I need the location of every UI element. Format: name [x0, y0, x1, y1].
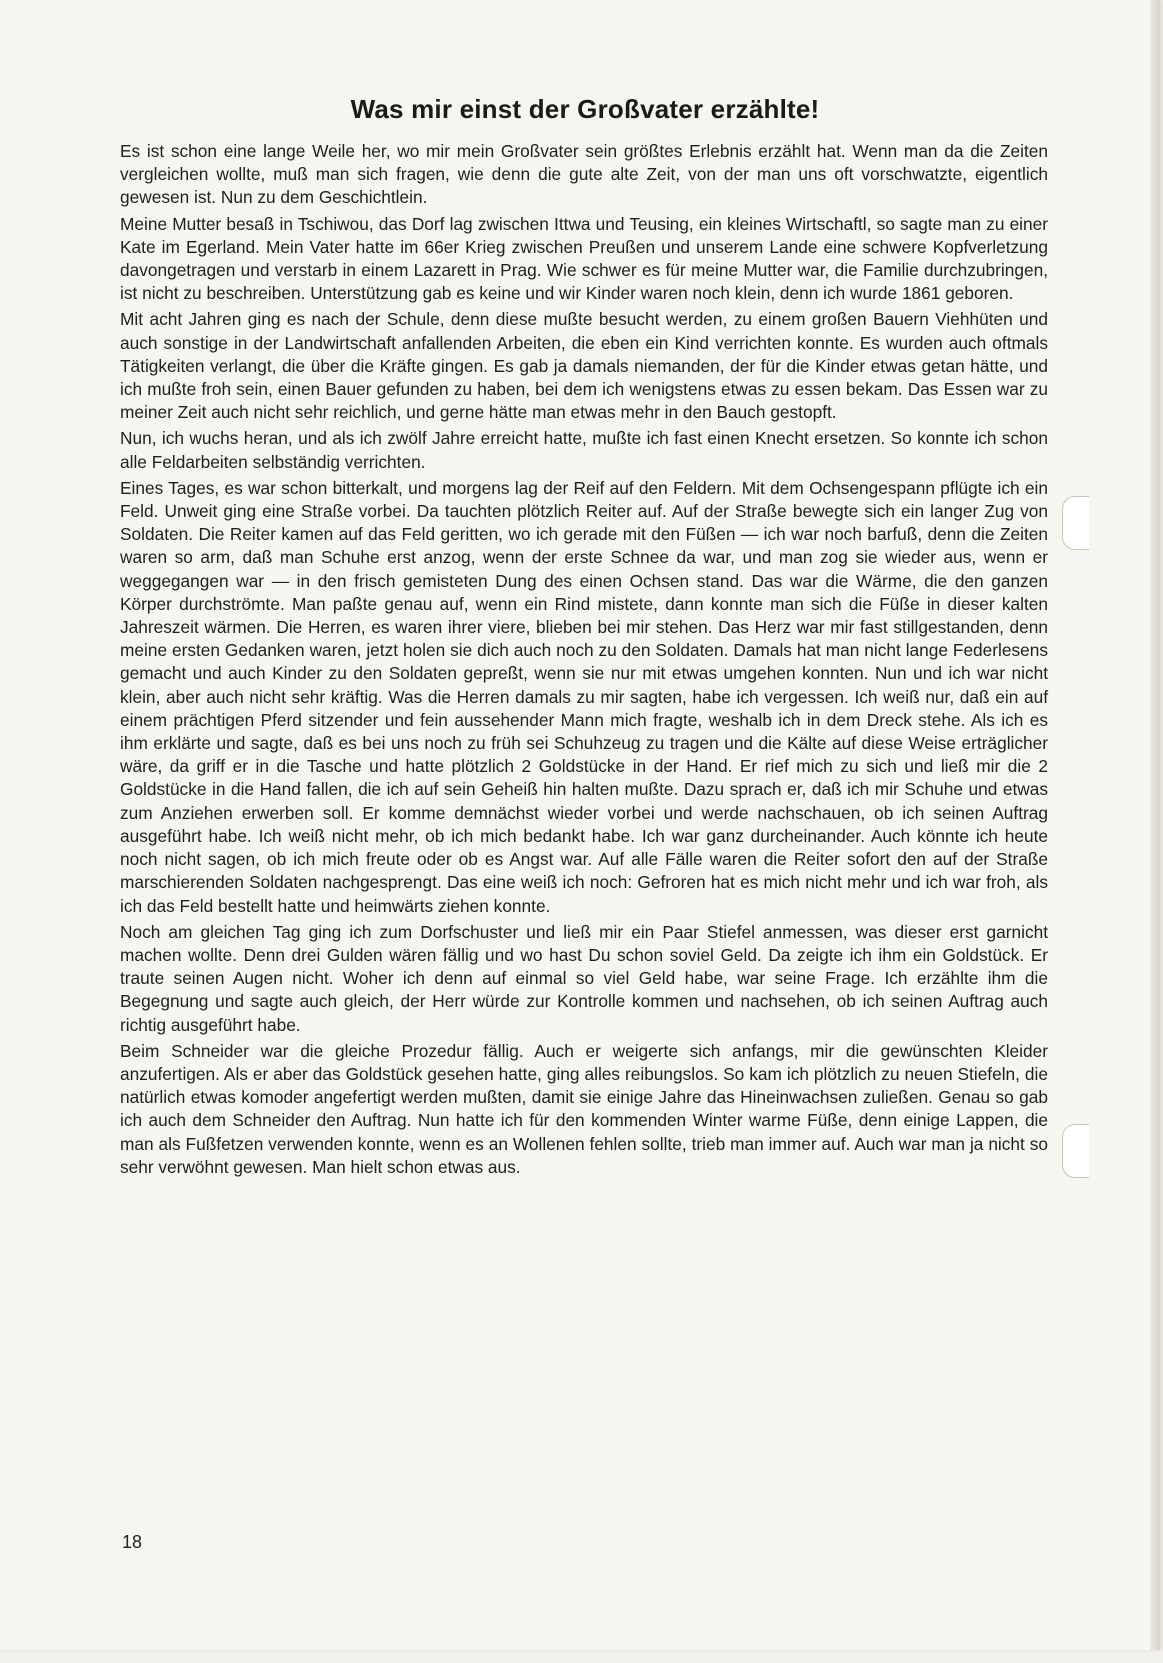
page-binding-edge	[1150, 0, 1160, 1650]
paragraph: Mit acht Jahren ging es nach der Schule, denn diese mußte besucht werden, zu einem großen Bauern Viehhüten und auch sonstige in der Landwirtschaft anfallenden Arbeiten, die eben ein Kind verrichten konnte. Es wurden auch oftmals Tätigkeiten verlangt, die über die Kräfte gingen. Es gab ja damals niemanden, der für die Kinder etwas getan hätte, und ich mußte froh sein, einen Bauer gefunden zu haben, bei dem ich wenigstens etwas zu essen bekam. Das Essen war zu meiner Zeit auch nicht sehr reichlich, und gerne hätte man etwas mehr in den Bauch gestopft.	[120, 309, 1048, 423]
page-number: 18	[122, 1532, 143, 1552]
punch-hole-upper	[1062, 496, 1089, 550]
punch-hole-lower	[1062, 1124, 1089, 1178]
paragraph: Nun, ich wuchs heran, und als ich zwölf Jahre erreicht hatte, mußte ich fast einen Knecht ersetzen. So konnte ich schon alle Feldarbeiten selbständig verrichten.	[120, 428, 1048, 472]
paragraph: Meine Mutter besaß in Tschiwou, das Dorf lag zwischen Ittwa und Teusing, ein kleines Wirtschaftl, so sagte man zu einer Kate im Egerland. Mein Vater hatte im 66er Krieg zwischen Preußen und unserem Lande eine schwere Kopfverletzung davongetragen und verstarb in einem Lazarett in Prag. Wie schwer es für meine Mutter war, die Familie durchzubringen, ist nicht zu beschreiben. Unterstützung gab es keine und wir Kinder waren noch klein, denn ich wurde 1861 geboren.	[120, 213, 1048, 304]
paragraph: Eines Tages, es war schon bitterkalt, und morgens lag der Reif auf den Feldern. Mit dem Ochsengespann pflügte ich ein Feld. Unweit ging eine Straße vorbei. Da tauchten plötzlich Reiter auf. Auf der Straße bewegte sich ein langer Zug von Soldaten. Die Reiter kamen auf das Feld geritten, wo ich gerade mit den Füßen — ich war noch barfuß, denn die Zeiten waren so arm, daß man Schuhe erst anzog, wenn der erste Schnee da war, und man zog sie wieder aus, wenn er weggegangen war — in den frisch gemisteten Dung des einen Ochsen stand. Das war die Wärme, die den ganzen Körper durchströmte. Man paßte genau auf, wenn ein Rind mistete, dann konnte man sich die Füße in dieser kalten Jahreszeit wärmen. Die Herren, es waren ihrer viere, blieben bei mir stehen. Das Herz war mir fast stillgestanden, denn meine ersten Gedanken waren, jetzt holen sie dich auch noch zu den Soldaten. Damals hat man nicht lange Federlesens gemacht und auch Kinder zu den Soldaten gepreßt, wenn sie nur mit etwas umgehen konnten. Nun und ich war nicht klein, aber auch nicht sehr kräftig. Was die Herren damals zu mir sagten, habe ich vergessen. Ich weiß nur, daß ein auf einem prächtigen Pferd sitzender und fein aussehender Mann mich fragte, weshalb ich in dem Dreck stehe. Als ich es ihm erklärte und sagte, daß es bei uns noch zu früh sei Schuhzeug zu tragen und die Kälte auf diese Weise erträglicher wäre, da griff er in die Tasche und hatte plötzlich 2 Goldstücke in der Hand. Er rief mich zu sich und ließ mir die 2 Goldstücke in die Hand fallen, die ich auf sein Geheiß hin halten mußte. Dazu sprach er, daß ich mir Schuhe und etwas zum Anziehen erwerben soll. Er komme demnächst wieder vorbei und werde nachschauen, ob ich seinen Auftrag ausgeführt habe. Ich weiß nicht mehr, ob ich mich bedankt habe. Ich war ganz durcheinander. Auch könnte ich heute noch nicht sagen, ob ich mich freute oder ob es Angst war. Auf alle Fälle waren die Reiter sofort den auf der Straße marschierenden Soldaten nachgesprengt. Das eine weiß ich noch: Gefroren hat es mich nicht mehr und ich war froh, als ich das Feld bestellt hatte und heimwärts ziehen konnte.	[120, 477, 1048, 916]
paragraph: Noch am gleichen Tag ging ich zum Dorfschuster und ließ mir ein Paar Stiefel anmessen, was dieser erst garnicht machen wollte. Denn drei Gulden wären fällig und wo hast Du schon soviel Geld. Da zeigte ich ihm ein Goldstück. Er traute seinen Augen nicht. Woher ich denn auf einmal so viel Geld habe, war seine Frage. Ich erzählte ihm die Begegnung und sagte auch gleich, der Herr würde zur Kontrolle kommen und nachsehen, ob ich seinen Auftrag auch richtig ausgeführt habe.	[120, 921, 1048, 1035]
article-body	[120, 140, 1048, 1182]
paragraph: Es ist schon eine lange Weile her, wo mir mein Großvater sein größtes Erlebnis erzählt hat. Wenn man da die Zeiten vergleichen wollte, muß man sich fragen, wie denn die gute alte Zeit, von der man uns oft vorschwatzte, eigentlich gewesen ist. Nun zu dem Geschichtlein.	[120, 141, 1048, 208]
page-title: Was mir einst der Großvater erzählte!	[350, 94, 820, 124]
paragraph: Beim Schneider war die gleiche Prozedur fällig. Auch er weigerte sich anfangs, mir die gewünschten Kleider anzufertigen. Als er aber das Goldstück gesehen hatte, ging alles reibungslos. So kam ich plötzlich zu neuen Stiefeln, die natürlich etwas komoder angefertigt werden mußten, damit sie einige Jahre das Hineinwachsen zuließen. Genau so gab ich auch dem Schneider den Auftrag. Nun hatte ich für den kommenden Winter warme Füße, denn einige Lappen, die man als Fußfetzen verwenden konnte, wenn es an Wollenen fehlen sollte, trieb man immer auf. Auch war man ja nicht so sehr verwöhnt gewesen. Man hielt schon etwas aus.	[120, 1040, 1048, 1177]
